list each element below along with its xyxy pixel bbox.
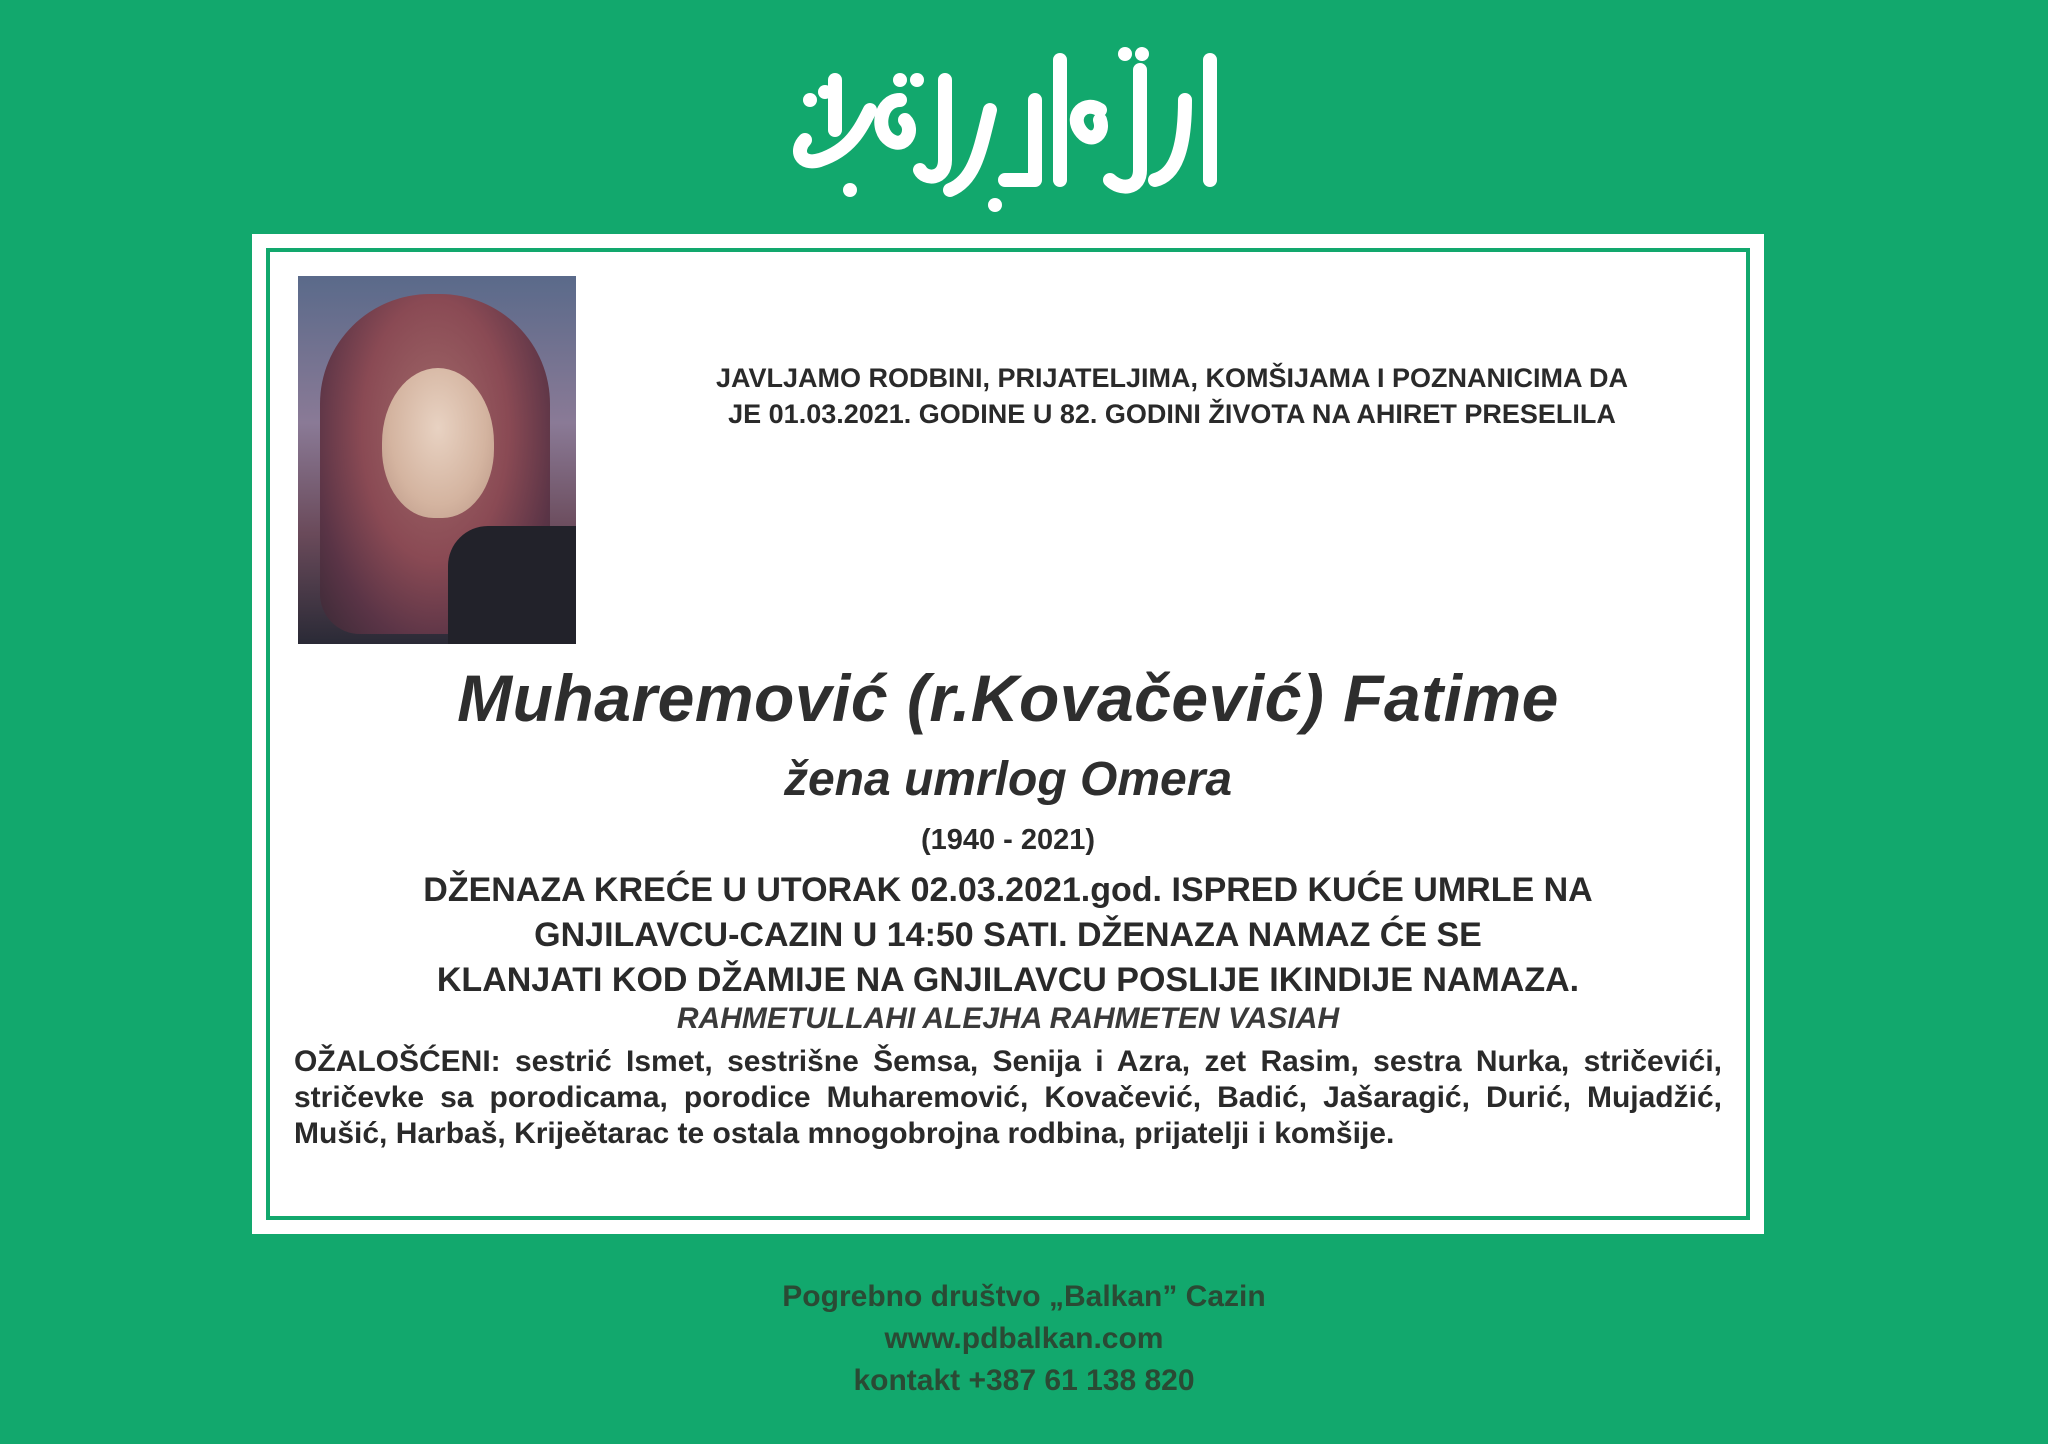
photo-face: [382, 368, 494, 518]
intro-line-1: JAVLJAMO RODBINI, PRIJATELJIMA, KOMŠIJAMA I POZNANICIMA DA: [715, 363, 1629, 393]
notice-panel: [252, 234, 1764, 1234]
funeral-details: [282, 868, 1734, 1003]
deceased-relation: žena umrlog Omera: [783, 753, 1233, 806]
funeral-line-1: DŽENAZA KREĆE U UTORAK 02.03.2021.god. ISPRED KUĆE UMRLE NA: [423, 871, 1593, 909]
intro-text: [582, 360, 1762, 432]
portrait-photo: [298, 276, 576, 644]
arabic-calligraphy-logo: [780, 40, 1240, 220]
notice-content: [282, 264, 1734, 1204]
funeral-home-footer: [0, 1276, 2048, 1402]
prayer-line: RAHMETULLAHI ALEJHA RAHMETEN VASIAH: [676, 1002, 1340, 1035]
funeral-home-contact: kontakt +387 61 138 820: [853, 1364, 1195, 1397]
mourners-list: OŽALOŠĆENI: sestrić Ismet, sestrišne Šemsa, Senija i Azra, zet Rasim, sestra Nurka, stričevići, stričevke sa porodicama, porodice Muharemović, Kovačević, Badić, Jašaragić, Durić, Mujadžić, Mušić, Harbaš, Krijeětarac te ostala mnogobrojna rodbina, prijatelji i komšije.: [294, 1045, 1722, 1150]
funeral-home-name: Pogrebno društvo „Balkan” Cazin: [782, 1280, 1266, 1313]
funeral-line-2: GNJILAVCU-CAZIN U 14:50 SATI. DŽENAZA NAMAZ ĆE SE: [534, 916, 1482, 954]
life-years: (1940 - 2021): [920, 824, 1096, 856]
funeral-line-3: KLANJATI KOD DŽAMIJE NA GNJILAVCU POSLIJE IKINDIJE NAMAZA.: [436, 961, 1580, 999]
funeral-home-website[interactable]: www.pdbalkan.com: [884, 1322, 1164, 1355]
photo-coat: [448, 526, 576, 644]
intro-line-2: JE 01.03.2021. GODINE U 82. GODINI ŽIVOTA NA AHIRET PRESELILA: [728, 399, 1616, 429]
deceased-name: Muharemović (r.Kovačević) Fatime: [457, 661, 1559, 735]
